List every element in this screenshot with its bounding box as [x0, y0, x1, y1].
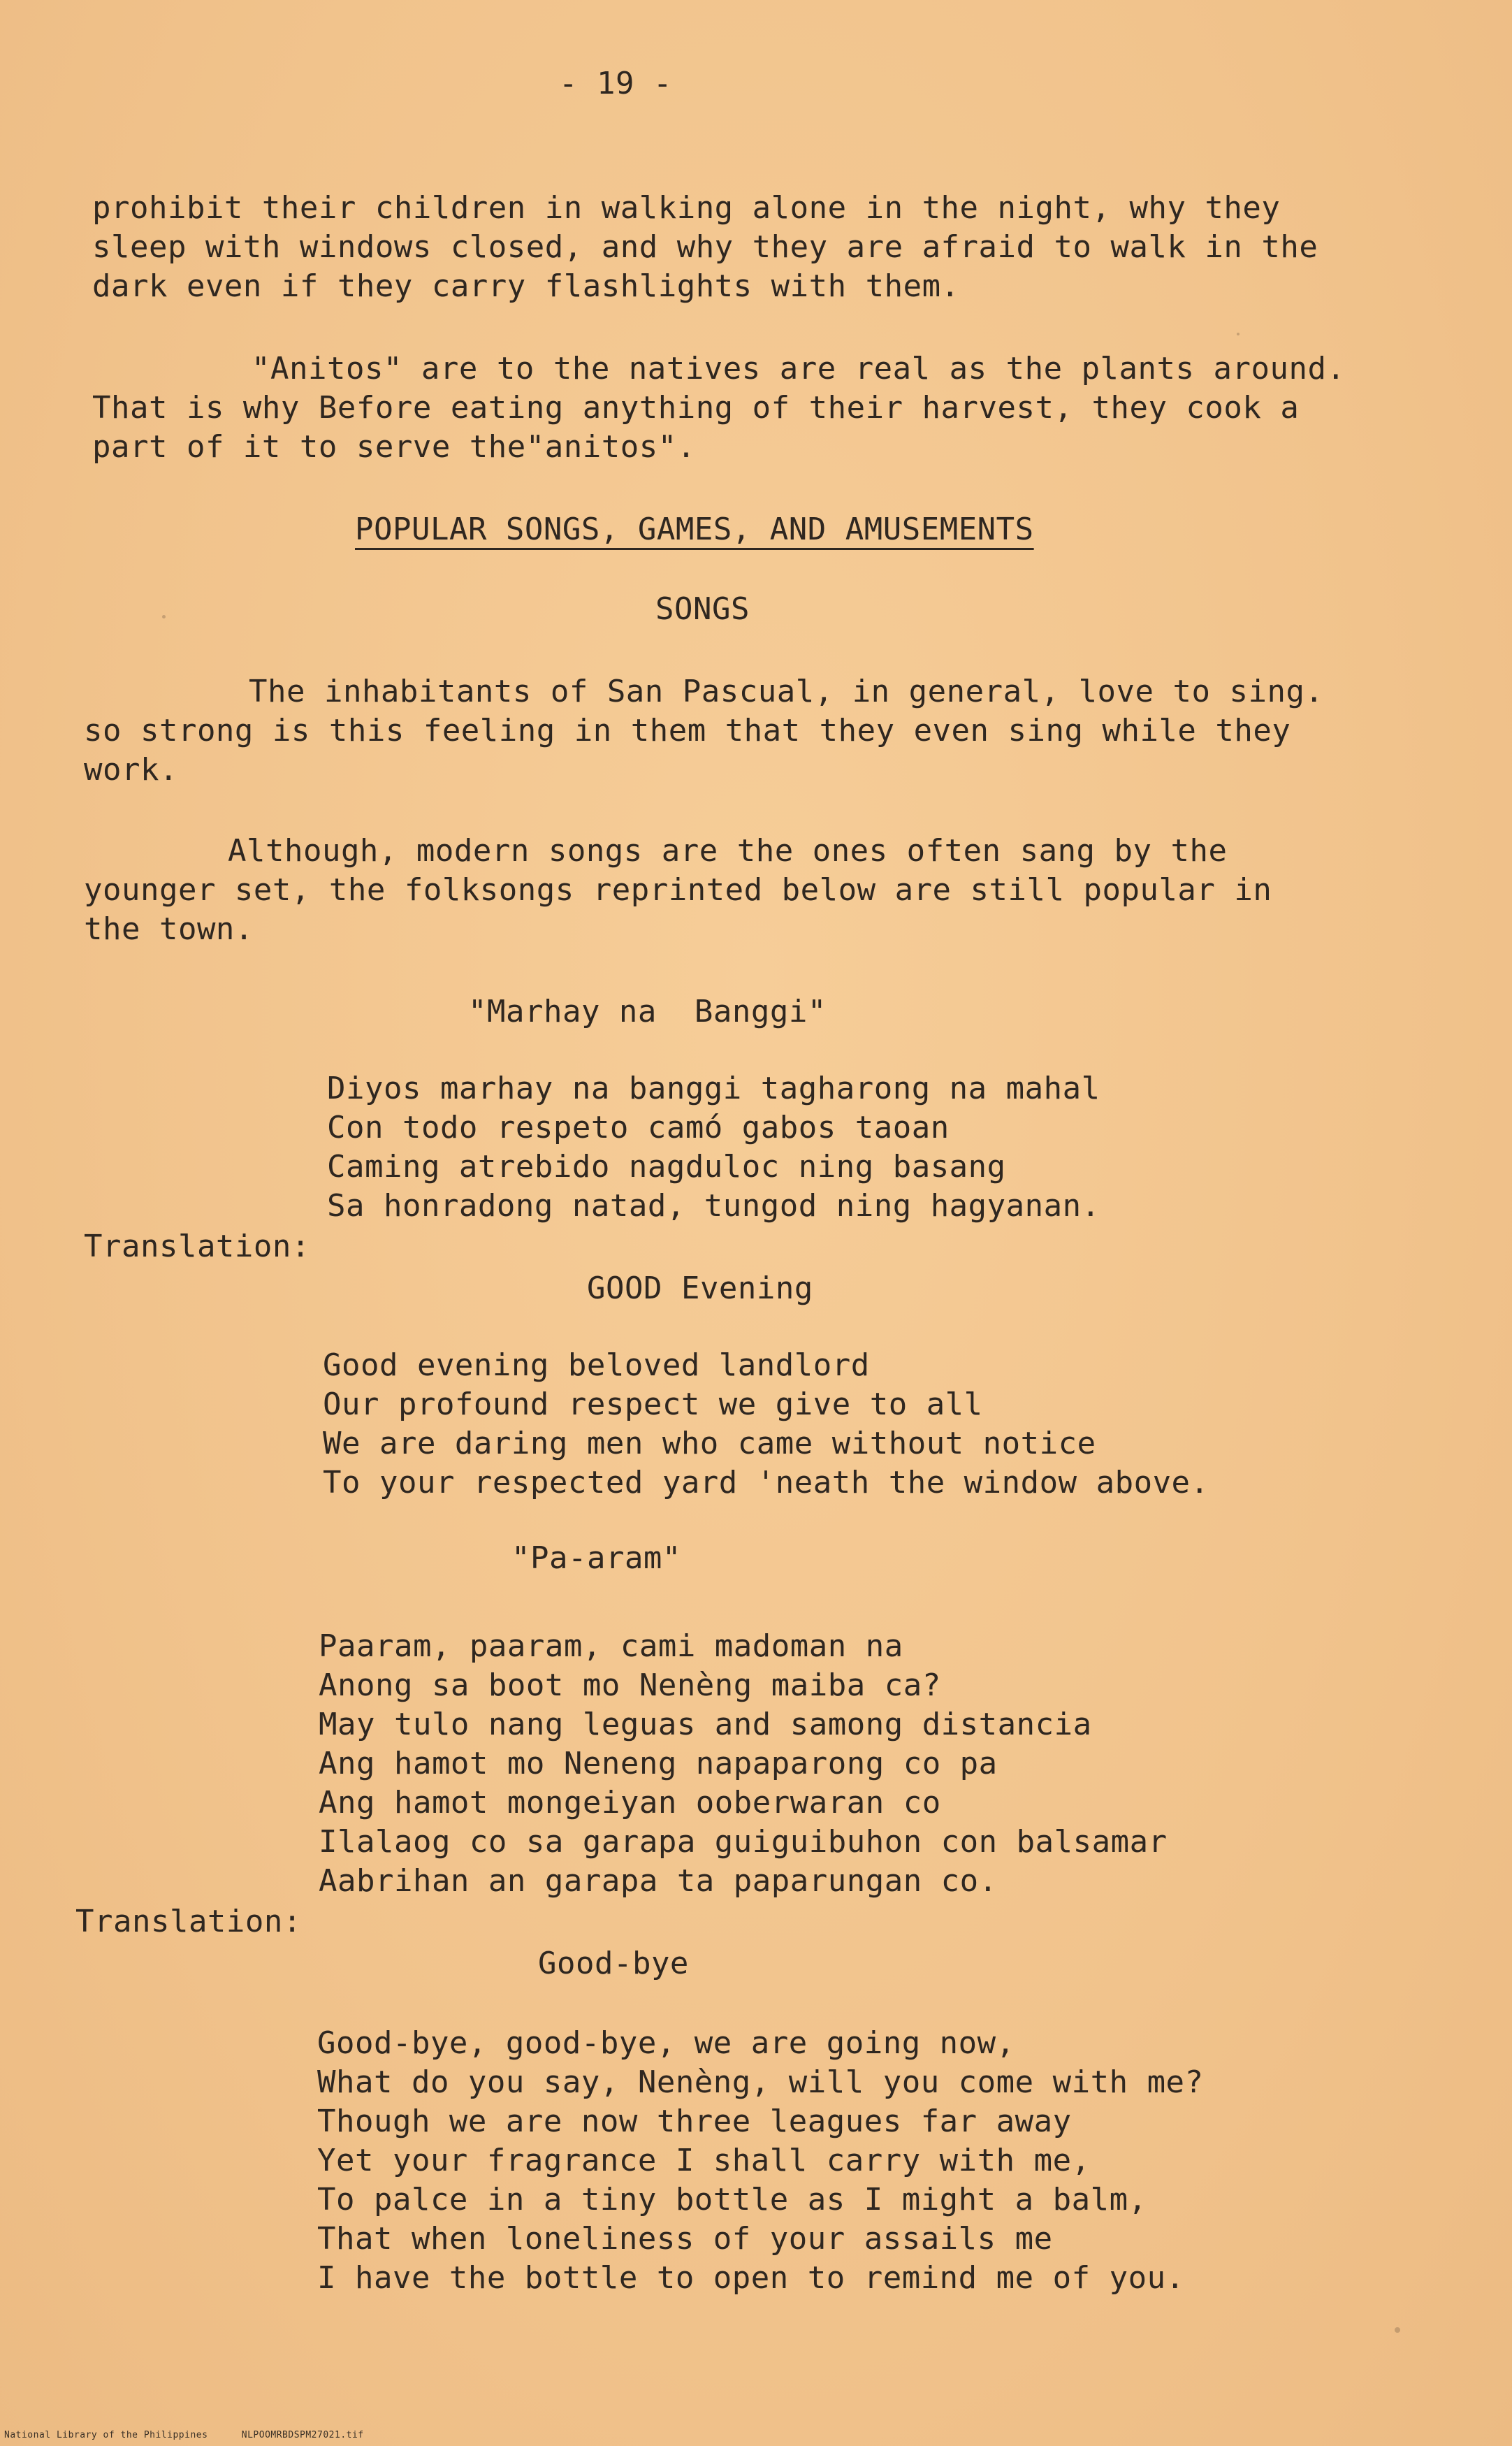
song1-translation-line: Good evening beloved landlord — [323, 1347, 870, 1383]
song1-title: "Marhay na Banggi" — [468, 994, 827, 1029]
song2-translation-line: Though we are now three leagues far away — [317, 2104, 1072, 2139]
song2-translation-line: What do you say, Nenèng, will you come with me? — [317, 2064, 1204, 2100]
intro-line-1: prohibit their children in walking alone in the night, why they — [92, 190, 1281, 226]
section-heading: POPULAR SONGS, GAMES, AND AMUSEMENTS — [355, 512, 1034, 547]
scan-footer — [4, 2430, 392, 2440]
para1-line-2: so strong is this feeling in them that they even sing while they — [84, 713, 1291, 748]
song1-line: Sa honradong natad, tungod ning hagyanan. — [327, 1188, 1100, 1224]
para2-line-3: the town. — [84, 911, 254, 947]
song2-line: Ang hamot mongeiyan ooberwaran co — [319, 1785, 941, 1821]
para1-line-3: work. — [84, 752, 178, 788]
song1-line: Con todo respeto camó gabos taoan — [327, 1110, 950, 1145]
song1-line: Caming atrebido nagduloc ning basang — [327, 1149, 1006, 1185]
song2-translation-line: That when loneliness of your assails me — [317, 2221, 1053, 2257]
para2-line-1: Although, modern songs are the ones often sang by the — [228, 833, 1228, 869]
para1-line-1: The inhabitants of San Pascual, in general, love to sing. — [249, 674, 1324, 709]
para2-line-2: younger set, the folksongs reprinted below are still popular in — [84, 872, 1272, 908]
anitos-line-2: That is why Before eating anything of their harvest, they cook a — [92, 390, 1300, 426]
intro-line-3: dark even if they carry flashlights with them. — [92, 268, 960, 304]
song2-translation-label: Translation: — [75, 1904, 302, 1939]
paper-speck — [1237, 333, 1240, 335]
song2-translation-title: Good-bye — [538, 1946, 689, 1981]
song2-line: Aabrihan an garapa ta paparungan co. — [319, 1863, 998, 1899]
song2-line: Ilalaog co sa garapa guiguibuhon con balsamar — [319, 1824, 1168, 1860]
song1-translation-label: Translation: — [84, 1229, 310, 1264]
song2-line: May tulo nang leguas and samong distancia — [319, 1707, 1092, 1742]
page-number: - 19 - — [559, 66, 672, 101]
song1-line: Diyos marhay na banggi tagharong na mahal — [327, 1071, 1100, 1106]
anitos-line-3: part of it to serve the"anitos". — [92, 429, 696, 465]
song1-translation-line: Our profound respect we give to all — [323, 1387, 983, 1422]
intro-line-2: sleep with windows closed, and why they are afraid to walk in the — [92, 229, 1318, 265]
song2-line: Anong sa boot mo Nenèng maiba ca? — [319, 1667, 941, 1703]
song1-translation-title: GOOD Evening — [587, 1271, 813, 1306]
song2-line: Ang hamot mo Neneng napaparong co pa — [319, 1746, 998, 1781]
anitos-line-1: "Anitos" are to the natives are real as the plants around. — [252, 351, 1346, 386]
songs-subheading: SONGS — [655, 591, 750, 627]
song1-translation-line: To your respected yard 'neath the window above. — [323, 1465, 1209, 1500]
song2-translation-line: Good-bye, good-bye, we are going now, — [317, 2025, 1015, 2061]
song2-translation-line: I have the bottle to open to remind me of you. — [317, 2260, 1185, 2296]
footer-file: NLPOOMRBDSPM27021.tif — [241, 2430, 364, 2440]
song2-translation-line: Yet your fragrance I shall carry with me, — [317, 2143, 1091, 2178]
footer-library: National Library of the Philippines — [4, 2430, 208, 2440]
song2-title: "Pa-aram" — [511, 1540, 681, 1576]
song2-translation-line: To palce in a tiny bottle as I might a balm, — [317, 2182, 1147, 2217]
paper-speck — [1395, 2327, 1400, 2333]
paper-speck — [162, 615, 166, 618]
song2-line: Paaram, paaram, cami madoman na — [319, 1628, 903, 1664]
song1-translation-line: We are daring men who came without notice — [323, 1426, 1096, 1461]
